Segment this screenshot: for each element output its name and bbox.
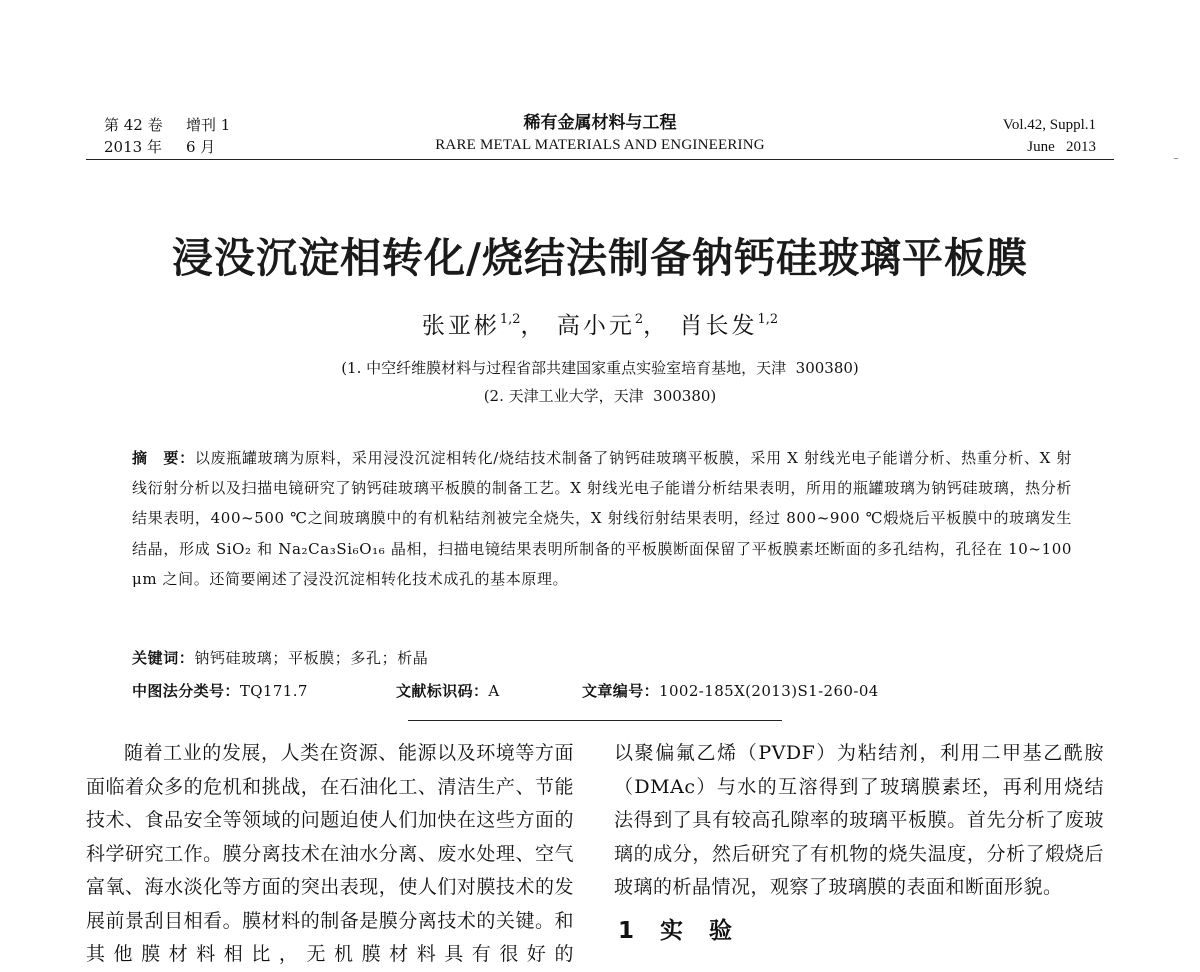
journal-name-en: RARE METAL MATERIALS AND ENGINEERING [435,137,765,153]
running-header-right [1003,114,1096,158]
abstract-separator-rule [408,720,782,721]
scan-mark [1174,158,1178,159]
body-paragraph: 以聚偏氟乙烯（PVDF）为粘结剂，利用二甲基乙酰胺（DMAc）与水的互溶得到了玻璃膜素坯，再利用烧结法得到了具有较高孔隙率的玻璃平板膜。首先分析了废玻璃的成分，然后研究了有机物的烧失温度，分析了煅烧后玻璃的析晶情况，观察了玻璃膜的表面和断面形貌。 [614,742,1104,898]
affiliation-1: (1. 中空纤维膜材料与过程省部共建国家重点实验室培育基地，天津 300380) [341,359,859,377]
year-label: 2013 年 [104,138,162,156]
month-label: 6 月 [186,138,216,156]
abstract-text: 以废瓶罐玻璃为原料，采用浸没沉淀相转化/烧结技术制备了钠钙硅玻璃平板膜，采用 X 射线光电子能谱分析、热重分析、X 射线衍射分析以及扫描电镜研究了钠钙硅玻璃平板膜的制备工艺。X 射线光电子能谱分析结果表明，所用的瓶罐玻璃为钠钙硅玻璃，热分析结果表明，400~500 ℃之间玻璃膜中的有机粘结剂被完全烧失，X 射线衍射结果表明，经过 800~900 ℃煅烧后平板膜中的玻璃发生结晶，形成 SiO₂ 和 Na₂Ca₃Si₆O₁₆ 晶相，扫描电镜结果表明所制备的平板膜断面保留了平板膜素坯断面的多孔结构，孔径在 10~100 μm 之间。还简要阐述了浸没沉淀相转化技术成孔的基本原理。 [132,449,1073,588]
section-heading [618,912,734,945]
body-column-left [86,737,574,972]
body-column-right [614,737,1104,905]
supplement-label: 增刊 1 [186,116,231,134]
author-separator: ， [643,313,670,339]
keywords-text: 钠钙硅玻璃；平板膜；多孔；析晶 [194,649,429,667]
date-en: June 2013 [1027,139,1096,155]
author-separator: ， [520,313,547,339]
author-affiliation-mark: 1,2 [757,312,779,327]
article-number-label: 文章编号： [582,682,660,700]
section-title-part: 实 [660,918,686,944]
volume-label: 第 42 卷 [104,116,163,134]
author-name: 张亚彬 [421,313,500,339]
document-code [396,680,500,701]
article-title: 浸没沉淀相转化/烧结法制备钠钙硅玻璃平板膜 [172,234,1028,282]
clc-value: TQ171.7 [239,682,308,700]
journal-name-cn: 稀有金属材料与工程 [523,113,677,133]
article-number-value: 1002-185X(2013)S1-260-04 [659,682,879,700]
author-affiliation-mark: 2 [634,312,644,327]
document-code-value: A [488,682,500,700]
section-title-part: 验 [709,918,735,944]
keywords-line [132,647,428,668]
affiliation-2: (2. 天津工业大学，天津 300380) [483,387,717,405]
volume-en: Vol.42, Suppl.1 [1002,117,1096,133]
abstract [132,443,1072,594]
article-number [582,680,879,701]
clc-label: 中图法分类号： [132,682,240,700]
author-line [0,307,1200,340]
author-name: 肖长发 [679,313,758,339]
keywords-label: 关键词： [132,649,195,667]
clc-number [132,680,308,701]
document-code-label: 文献标识码： [396,682,489,700]
body-paragraph: 随着工业的发展，人类在资源、能源以及环境等方面面临着众多的危机和挑战，在石油化工、清洁生产、节能技术、食品安全等领域的问题迫使人们加快在这些方面的科学研究工作。膜分离技术在油水分离、废水处理、空气富氧、海水淡化等方面的突出表现，使人们对膜技术的发展前景刮目相看。膜材料的制备是膜分离技术的关键。和其他膜材料相比，无机膜材料具有很好的 [86,742,574,965]
abstract-label: 摘 要： [132,449,195,467]
author-affiliation-mark: 1,2 [499,312,521,327]
author-name: 高小元 [556,313,635,339]
section-number: 1 [618,918,637,944]
header-rule [86,159,1114,160]
